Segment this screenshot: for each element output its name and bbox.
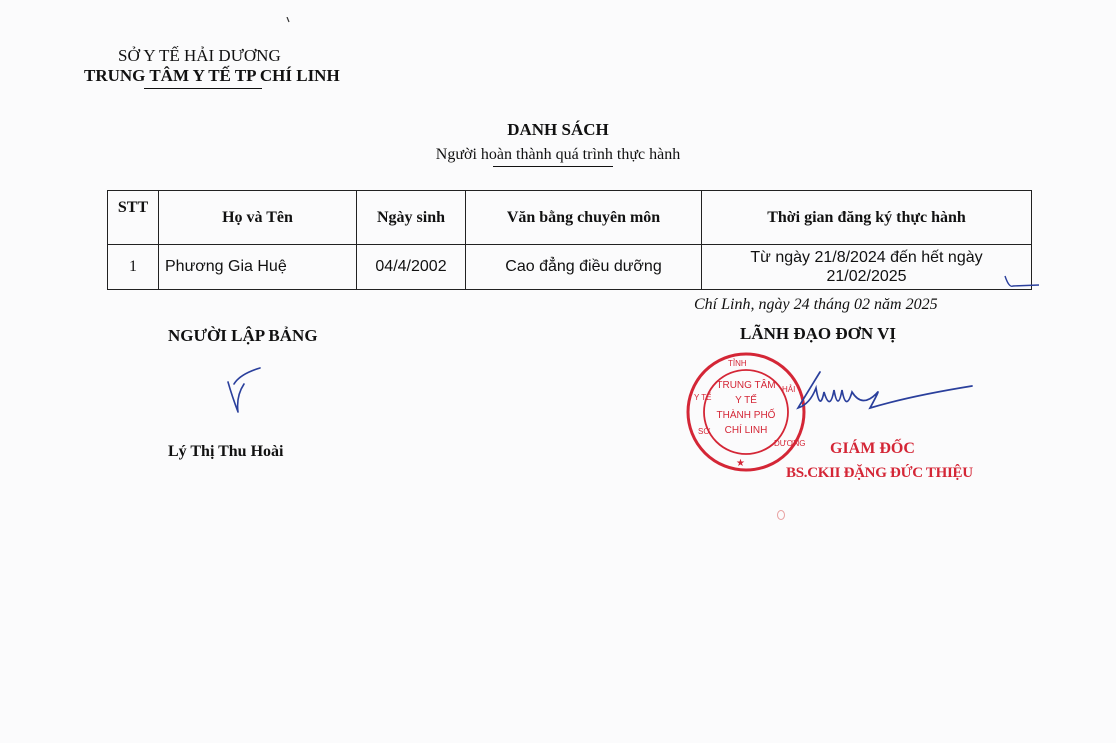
unit-underline (144, 88, 262, 89)
svg-text:SỞ: SỞ (698, 427, 711, 436)
director-label: LÃNH ĐẠO ĐƠN VỊ (740, 324, 897, 343)
header-period: Thời gian đăng ký thực hành (702, 191, 1032, 245)
seal-line-4: CHÍ LINH (724, 425, 768, 436)
date-line: Chí Linh, ngày 24 tháng 02 năm 2025 (694, 296, 938, 313)
table-row (108, 245, 1032, 290)
cell-period (702, 245, 1032, 290)
agency-name: SỞ Y TẾ HẢI DƯƠNG (118, 46, 281, 65)
header-name: Họ và Tên (159, 191, 357, 245)
header-degree: Văn bằng chuyên môn (466, 191, 702, 245)
scan-speck (286, 10, 290, 16)
seal-line-1: TRUNG TÂM (716, 380, 776, 391)
cell-stt: 1 (108, 245, 159, 290)
red-mark (776, 508, 786, 520)
director-signature (790, 368, 980, 430)
table-header-row (108, 191, 1032, 245)
preparer-label: NGƯỜI LẬP BẢNG (168, 326, 318, 345)
subtitle-underline (493, 166, 613, 167)
cell-name: Phương Gia Huệ (159, 245, 357, 290)
preparer-signature (220, 366, 270, 416)
cell-period-line2: 21/02/2025 (826, 268, 907, 285)
document-subtitle: Người hoàn thành quá trình thực hành (435, 146, 681, 163)
header-dob: Ngày sinh (357, 191, 466, 245)
cell-degree: Cao đẳng điều dưỡng (466, 245, 702, 290)
trainee-table (107, 190, 1032, 290)
header-stt: STT (108, 191, 159, 245)
svg-text:Y TẾ: Y TẾ (694, 393, 712, 402)
cell-dob: 04/4/2002 (357, 245, 466, 290)
svg-text:★: ★ (736, 458, 745, 469)
svg-text:HẢI: HẢI (782, 385, 796, 394)
document-title: DANH SÁCH (507, 120, 609, 139)
svg-text:DƯƠNG: DƯƠNG (774, 439, 806, 448)
preparer-name: Lý Thị Thu Hoài (168, 443, 284, 460)
director-title: GIÁM ĐỐC (830, 440, 915, 457)
unit-name: TRUNG TÂM Y TẾ TP CHÍ LINH (84, 66, 340, 85)
svg-text:TỈNH: TỈNH (728, 359, 747, 368)
cell-period-line1: Từ ngày 21/8/2024 đến hết ngày (750, 249, 983, 266)
check-mark-icon (1003, 272, 1043, 292)
director-name: BS.CKII ĐẶNG ĐỨC THIỆU (786, 465, 973, 481)
seal-line-2: Y TẾ (735, 395, 757, 406)
seal-line-3: THÀNH PHỐ (716, 410, 776, 421)
